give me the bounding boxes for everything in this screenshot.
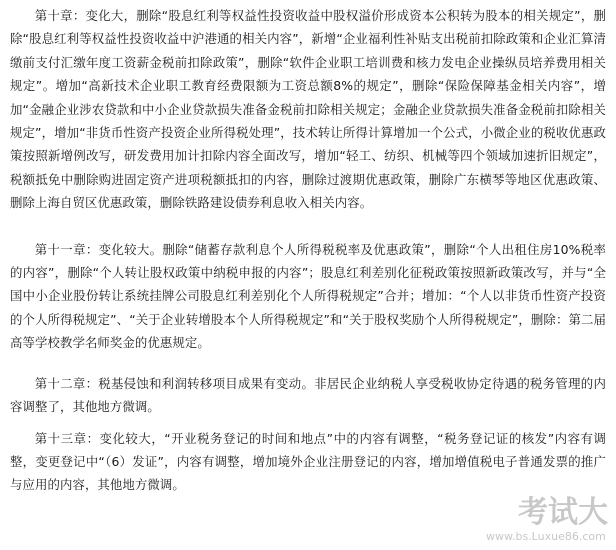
paragraph-chapter-13: 第十三章：变化较大，“开业税务登记的时间和地点”中的内容有调整，“税务登记证的核发”内容有调整，变更登记中“（6）发证”，内容有调整，增加境外企业注册登记的内容，增加增值税电子普通发票的推广与应用的内容，其他地方微调。: [10, 430, 606, 493]
watermark-text: 考试大: [518, 495, 608, 530]
paragraph-chapter-12: 第十二章：税基侵蚀和利润转移项目成果有变动。非居民企业纳税人享受税收协定待遇的税务管理的内容调整了，其他地方微调。: [10, 375, 606, 415]
paragraph-chapter-11: 第十一章：变化较大。删除“储蓄存款利息个人所得税税率及优惠政策”，删除“个人出租住房10%税率的内容”，删除“个人转让股权政策中纳税申报的内容”；股息红利差别化征税政策按照新政策改写，并与“全国中小企业股份转让系统挂牌公司股息红利差别化个人所得税规定”合并；增加：“个人以非货币性资产投资的个人所得税规定”、“关于企业转增股本个人所得税规定”和“关于股权奖励个人所得税规定”，删除：第二届高等学校教学名师奖金的优惠规定。: [10, 241, 606, 351]
watermark-url: www.bs.Luxue86.com: [486, 530, 606, 543]
paragraph-chapter-10: 第十章：变化大，删除“股息红利等权益性投资收益中股权溢价形成资本公积转为股本的相关规定”，删除“股息红利等权益性投资收益中沪港通的相关内容”，新增“企业福利性补贴支出税前扣除政策和企业汇算清缴前支付汇缴年度工资薪金税前扣除政策”，删除“软件企业职工培训费和核力发电企业操纵员培养费用相关规定”。增加“高新技术企业职工教育经费限额为工资总额8%的规定”，删除“保险保障基金相关内容”，增加“金融企业涉农贷款和中小企业贷款损失准备金税前扣除相关规定；金融企业贷款损失准备金税前扣除相关规定”，增加“非货币性资产投资企业所得税处理”，技术转让所得计算增加一个公式，小微企业的税收优惠政策按照新增例改写，研发费用加计扣除内容全面改写，增加“轻工、纺织、机械等四个领域加速折旧规定”，税额抵免中删除购进固定资产进项税额抵扣的内容，删除过渡期优惠政策，删除广东横琴等地区优惠政策、删除上海自贸区优惠政策，删除铁路建设债券利息收入相关内容。: [10, 8, 606, 211]
